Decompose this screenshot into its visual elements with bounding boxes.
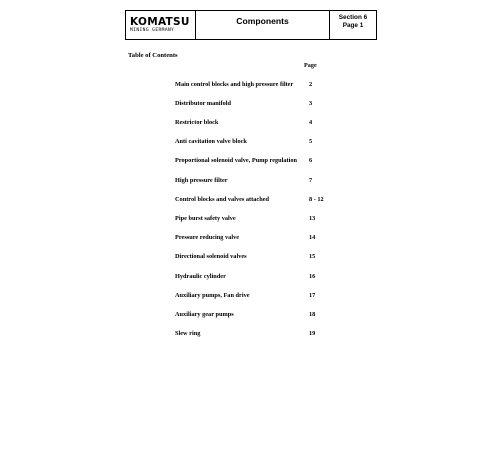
toc-entry-page: 4	[309, 119, 313, 126]
toc-entry	[175, 99, 335, 109]
toc-entry-label: Distributor manifold	[175, 100, 232, 107]
toc-entry	[175, 272, 335, 282]
toc-entry	[175, 80, 335, 90]
toc-entry-page: 7	[309, 177, 313, 184]
toc-entry	[175, 233, 335, 243]
toc-entry-page: 15	[309, 253, 316, 260]
toc-entry-label: Restrictor block	[175, 119, 219, 126]
toc-entry-page: 6	[309, 157, 313, 164]
toc-entry-label: Directional solenoid valves	[175, 253, 247, 260]
toc-entry-page: 13	[309, 215, 316, 222]
toc-entry	[175, 291, 335, 301]
toc-entry-page: 14	[309, 234, 316, 241]
toc-entry-page: 2	[309, 81, 313, 88]
toc-entry-label: Control blocks and valves attached	[175, 196, 269, 203]
toc-entry-label: Hydraulic cylinder	[175, 273, 226, 280]
document-title: Components	[196, 11, 330, 39]
toc-entry	[175, 310, 335, 320]
toc-entry	[175, 156, 335, 166]
toc-entry	[175, 329, 335, 339]
toc-entry-label: Anti cavitation valve block	[175, 138, 247, 145]
toc-entry-page: 18	[309, 311, 316, 318]
toc-entry-page: 16	[309, 273, 316, 280]
toc-entry-label: Auxiliary pumps, Fan drive	[175, 292, 250, 299]
toc-entry-label: Auxiliary gear pumps	[175, 311, 234, 318]
toc-entry-page: 17	[309, 292, 316, 299]
toc-entry-page: 8 - 12	[309, 196, 324, 203]
toc-entry-page: 5	[309, 138, 313, 145]
toc-entry	[175, 137, 335, 147]
toc-entry	[175, 118, 335, 128]
toc-entry	[175, 176, 335, 186]
toc-entry-page: 3	[309, 100, 313, 107]
toc-entry-label: Pressure reducing valve	[175, 234, 240, 241]
toc-entry-page: 19	[309, 330, 316, 337]
toc-entry-label: High pressure filter	[175, 177, 228, 184]
section-number: Section 6	[338, 14, 368, 21]
logo-subtext: MINING GERMANY	[130, 27, 175, 33]
logo-wordmark: KOMATSU	[130, 15, 190, 28]
toc-entry-label: Main control blocks and high pressure filter	[175, 81, 294, 88]
page-number: Page 1	[342, 22, 364, 29]
toc-entry	[175, 252, 335, 262]
toc-entry	[175, 214, 335, 224]
toc-entry-label: Pipe burst safety valve	[175, 215, 236, 222]
toc-entry-label: Slew ring	[175, 330, 201, 337]
toc-entry	[175, 195, 335, 205]
page-column-heading: Page	[304, 62, 317, 69]
toc-entry-label: Proportional solenoid valve, Pump regulation	[175, 157, 298, 164]
toc-heading: Table of Contents	[128, 52, 178, 59]
